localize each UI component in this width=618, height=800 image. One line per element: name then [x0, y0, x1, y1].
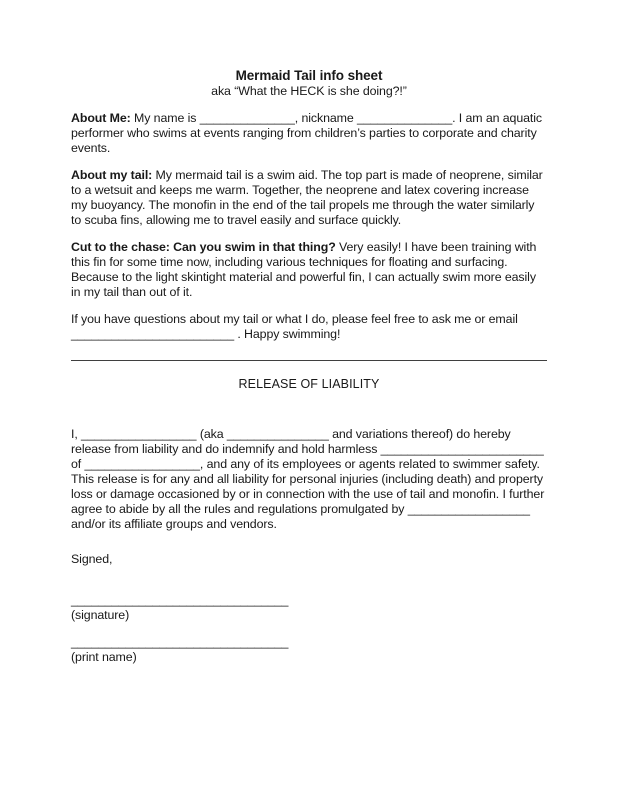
signature-caption: (signature) [71, 608, 130, 622]
paragraph-release: I, _________________ (aka _______________ and variations thereof) do hereby release from liability and do indemnify and hold harmless ________________________ of _________________, and any of its employees or agents related to swimmer safety. This release is for any and all liability for personal injuries (including death) and property loss or damage occasioned by or in connection with the use of tail and monofin. I further agree to abide by all the rules and regulations promulgated by __________________ and/or its affiliate groups and vendors. [71, 427, 545, 531]
print-name-line: ________________________________ [71, 635, 289, 649]
about-tail-lead: About my tail: [71, 168, 153, 182]
doc-subtitle: aka “What the HECK is she doing?!” [211, 84, 407, 98]
about-tail-text: My mermaid tail is a swim aid. The top part is made of neoprene, similar to a wetsuit and keeps me warm. Together, the neoprene and latex covering increase my buoyancy. The monofin in the end of the tail propels me through the water similarly to scuba fins, allowing me to travel easily and surface quickly. [71, 168, 543, 227]
signed-label: Signed, [71, 552, 113, 566]
cut-to-chase-text: Very easily! I have been training with this fin for some time now, including various techniques for floating and surfacing. Because to the light skintight material and powerful fin, I can actually swim more easily in my tail than out of it. [71, 240, 537, 299]
doc-title: Mermaid Tail info sheet [235, 68, 383, 83]
paragraph-about-me [71, 111, 547, 156]
print-name-caption: (print name) [71, 650, 137, 664]
about-me-text: My name is ______________, nickname ______________. I am an aquatic performer who swims at events ranging from children’s parties to corporate and charity events. [71, 111, 543, 155]
release-of-liability-heading: RELEASE OF LIABILITY [238, 377, 380, 391]
divider-line [71, 360, 547, 361]
cut-to-chase-lead: Cut to the chase: Can you swim in that thing? [71, 240, 336, 254]
paragraph-about-tail [71, 168, 547, 228]
about-me-lead: About Me: [71, 111, 131, 125]
paragraph-questions: If you have questions about my tail or what I do, please feel free to ask me or email ________________________ . Happy swimming! [71, 312, 518, 341]
signature-line: ________________________________ [71, 593, 289, 607]
paragraph-cut-to-chase [71, 240, 547, 300]
